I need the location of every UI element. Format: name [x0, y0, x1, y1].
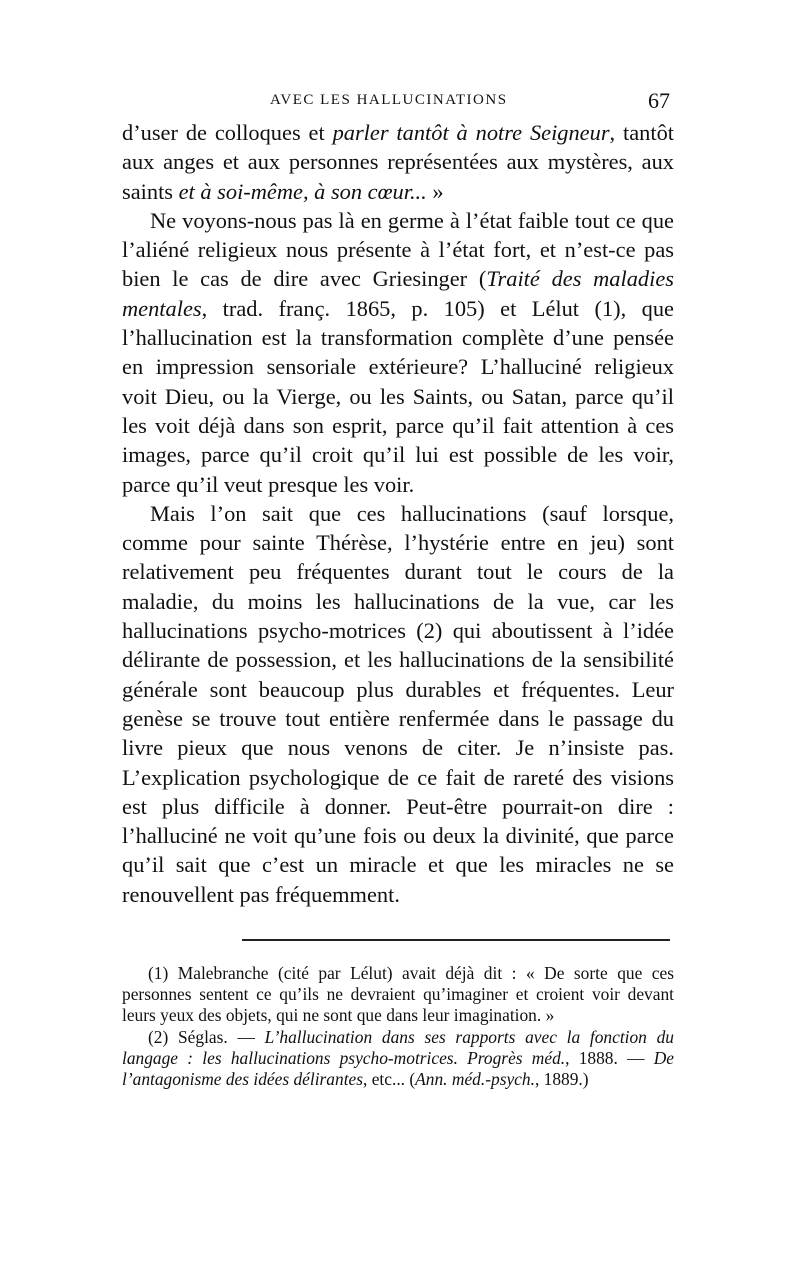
paragraph-3: Mais l’on sait que ces hallucinations (sauf lorsque, comme pour sainte Thérèse, l’hystérie entre en jeu) sont relativement peu fréquentes durant tout le cours de la maladie, du moins les hallucinations de la vue, car les hallucinations psycho-motrices (2) qui aboutissent à l’idée délirante de possession, et les hallucinations de la sensibilité générale sont beaucoup plus durables et fréquentes. Leur genèse se trouve tout entière renfermée dans le passage du livre pieux que nous venons de citer. Je n’insiste pas. L’explication psychologique de ce fait de rareté des visions est plus difficile à donner. Peut-être pourrait-on dire : l’halluciné ne voit qu’une fois ou deux la divinité, que parce qu’il sait que c’est un miracle et que les miracles ne se renouvellent pas fréquemment. — [122, 500, 674, 907]
footnotes — [122, 963, 674, 1090]
footnote-2-italic-d: De l’antagonisme des idées délirantes — [122, 1048, 674, 1090]
body-text — [122, 118, 674, 909]
paragraph-1-part-e: » — [426, 178, 444, 204]
footnote-2-part-c: , 1888. — — [565, 1048, 654, 1069]
paragraph-2-part-c: , trad. franç. 1865, p. 105) et Lélut (1), que l’hallucination est la transformation complète d’une pensée en impression sensoriale extérieure? L’halluciné religieux voit Dieu, ou la Vierge, ou les Saints, ou Satan, parce qu’il les voit déjà dans son esprit, parce qu’il fait attention à ces images, parce qu’il croit qu’il lui est possible de les voir, parce qu’il veut presque les voir. — [122, 295, 674, 497]
running-head — [122, 90, 674, 116]
footnote-2-part-g: , 1889.) — [534, 1069, 589, 1090]
footnote-2-part-e: , etc... ( — [363, 1069, 416, 1090]
book-page — [122, 90, 674, 1090]
footnote-2-italic-f: Ann. méd.-psych. — [415, 1069, 535, 1090]
paragraph-1-italic-b: parler tantôt à notre Seigneur — [332, 120, 610, 145]
paragraph-2 — [122, 206, 674, 499]
page-number: 67 — [648, 88, 670, 113]
paragraph-1-italic-d: et à soi-même, à son cœur... — [178, 178, 427, 204]
footnote-2-part-a: (2) Séglas. — — [148, 1027, 265, 1048]
running-title: AVEC LES HALLUCINATIONS — [270, 92, 508, 108]
paragraph-1-part-c: , tantôt aux anges et aux personnes représentées aux mystères, aux saints — [122, 120, 674, 204]
footnote-2-italic-b: L’hallucination dans ses rapports avec la fonction du langage : les hallucinations psycho-motrices. Progrès méd. — [122, 1027, 674, 1069]
paragraph-1-part-a: d’user de colloques et — [122, 120, 333, 145]
footnote-rule — [242, 939, 670, 941]
paragraph-2-part-a: Ne voyons-nous pas là en germe à l’état faible tout ce que l’aliéné religieux nous présente à l’état fort, et n’est-ce pas bien le cas de dire avec Griesinger ( — [122, 207, 674, 292]
paragraph-1 — [122, 118, 674, 206]
footnote-2 — [122, 1027, 674, 1090]
footnote-1: (1) Malebranche (cité par Lélut) avait déjà dit : « De sorte que ces personnes sentent ce qu’ils ne devraient qu’imaginer et croient voir devant leurs yeux des objets, qui ne sont que dans leur imagination. » — [122, 963, 674, 1026]
paragraph-2-italic-b: Traité des maladies mentales — [122, 266, 674, 321]
